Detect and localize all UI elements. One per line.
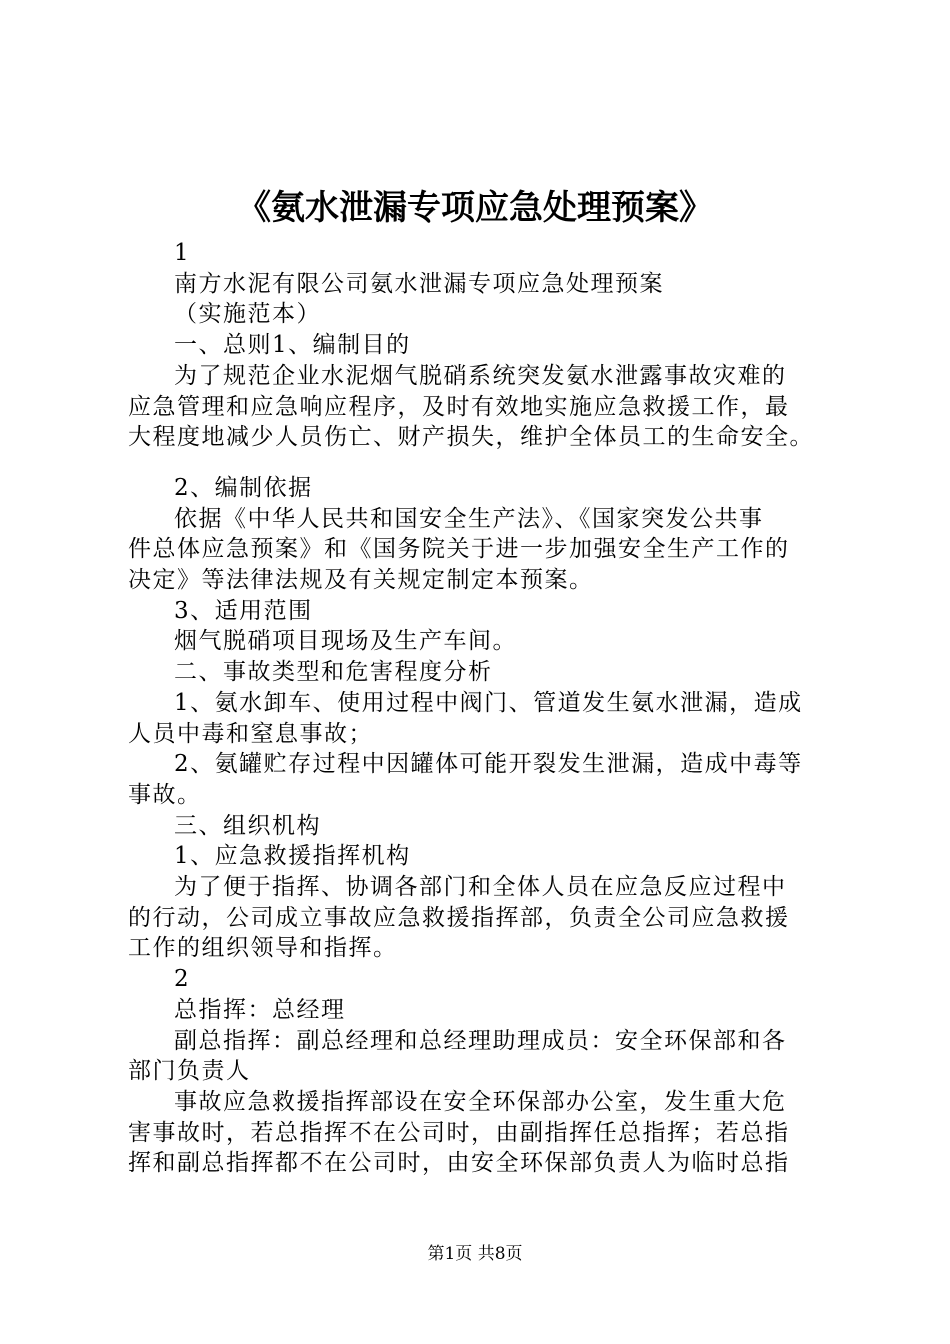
document-title: 《氨水泄漏专项应急处理预案》 <box>237 188 713 228</box>
section-heading-general: 一、总则1、编制目的 <box>174 332 411 359</box>
section-heading-basis: 2、编制依据 <box>174 474 313 501</box>
page-marker-1: 1 <box>174 240 191 266</box>
paragraph-line: 部门负责人 <box>128 1058 251 1085</box>
paragraph-line: 件总体应急预案》和《国务院关于进一步加强安全生产工作的 <box>128 536 790 563</box>
list-item: 2、氨罐贮存过程中因罐体可能开裂发生泄漏，造成中毒等 <box>174 751 803 778</box>
subtitle-company-plan: 南方水泥有限公司氨水泄漏专项应急处理预案 <box>174 270 664 297</box>
paragraph-line: 副总指挥：副总经理和总经理助理成员：安全环保部和各 <box>174 1027 787 1054</box>
list-item: 1、氨水卸车、使用过程中阀门、管道发生氨水泄漏，造成 <box>174 689 803 716</box>
subtitle-template: （实施范本） <box>174 301 321 328</box>
paragraph-line: 总指挥：总经理 <box>174 996 346 1023</box>
paragraph-line: 工作的组织领导和指挥。 <box>128 935 398 962</box>
paragraph-line: 挥和副总指挥都不在公司时，由安全环保部负责人为临时总指 <box>128 1150 790 1177</box>
paragraph-line: 为了便于指挥、协调各部门和全体人员在应急反应过程中 <box>174 874 787 901</box>
paragraph-line: 大程度地减少人员伤亡、财产损失，维护全体员工的生命安全。 <box>128 424 814 451</box>
paragraph-line: 依据《中华人民共和国安全生产法》、《国家突发公共事 <box>174 505 764 532</box>
section-heading-scope: 3、适用范围 <box>174 597 313 624</box>
paragraph-line: 烟气脱硝项目现场及生产车间。 <box>174 628 517 655</box>
page-marker-2: 2 <box>174 966 191 993</box>
paragraph-line: 害事故时，若总指挥不在公司时，由副指挥任总指挥；若总指 <box>128 1119 790 1146</box>
section-heading-accident-types: 二、事故类型和危害程度分析 <box>174 659 493 686</box>
paragraph-line: 决定》等法律法规及有关规定制定本预案。 <box>128 567 594 594</box>
subsection-heading-command: 1、应急救援指挥机构 <box>174 843 411 870</box>
page-footer: 第1页 共8页 <box>427 1244 523 1264</box>
list-item-continuation: 人员中毒和窒息事故； <box>128 720 373 747</box>
paragraph-gap <box>128 453 840 473</box>
paragraph-line: 应急管理和应急响应程序，及时有效地实施应急救援工作，最 <box>128 393 790 420</box>
section-heading-organization: 三、组织机构 <box>174 812 321 839</box>
document-body <box>128 238 840 1179</box>
list-item-continuation: 事故。 <box>128 781 202 808</box>
paragraph-line: 事故应急救援指挥部设在安全环保部办公室，发生重大危 <box>174 1088 787 1115</box>
paragraph-line: 的行动，公司成立事故应急救援指挥部，负责全公司应急救援 <box>128 904 790 931</box>
paragraph-line: 为了规范企业水泥烟气脱硝系统突发氨水泄露事故灾难的 <box>174 362 787 389</box>
